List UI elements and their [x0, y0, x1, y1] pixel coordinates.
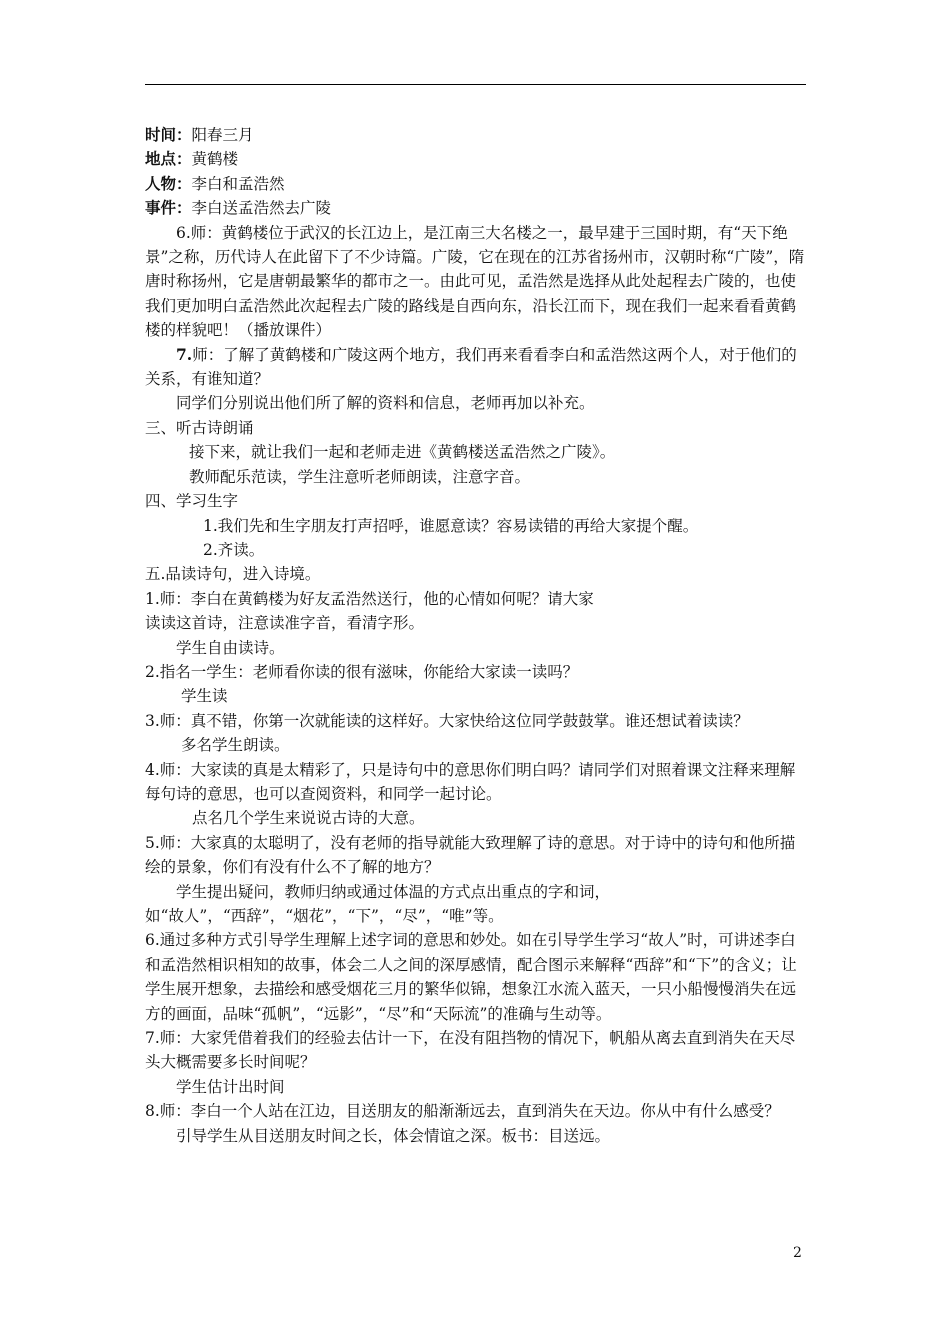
- document-body: [145, 123, 807, 1148]
- paragraph: 1.师：李白在黄鹤楼为好友孟浩然送行，他的心情如何呢？请大家: [145, 589, 594, 608]
- paragraph: 引导学生从目送朋友时间之长，体会情谊之深。板书：目送远。: [176, 1126, 611, 1145]
- paragraph: 学生提出疑问，教师归纳或通过体温的方式点出重点的字和词，: [176, 882, 611, 901]
- paragraph: 6.师：黄鹤楼位于武汉的长江边上，是江南三大名楼之一，最早建于三国时期，有“天下绝景”之称，历代诗人在此留下了不少诗篇。广陵，它在现在的江苏省扬州市，汉朝时称“广陵”，隋唐时称扬州，它是唐朝最繁华的都市之一。由此可见，孟浩然是选择从此处起程去广陵的，也使我们更加明白孟浩然此次起程去广陵的路线是自西向东，沿长江而下，现在我们一起来看看黄鹤楼的样貌吧！（播放课件）: [145, 223, 805, 340]
- header-rule: [145, 84, 806, 85]
- paragraph: 如“故人”，“西辞”，“烟花”，“下”，“尽”，“唯”等。: [145, 907, 504, 925]
- paragraph: 6.通过多种方式引导学生理解上述字词的意思和妙处。如在引导学生学习“故人”时，可讲述李白和孟浩然相识相知的故事，体会二人之间的深厚感情，配合图示来解释“西辞”和“下”的含义；让学生展开想象，去描绘和感受烟花三月的繁华似锦，想象江水流入蓝天，一只小船慢慢消失在远方的画面，品味“孤帆”，“远影”，“尽”和“天际流”的准确与生动等。: [145, 931, 797, 1023]
- paragraph: 同学们分别说出他们所了解的资料和信息，老师再加以补充。: [176, 394, 595, 413]
- paragraph: 多名学生朗读。: [181, 736, 290, 755]
- paragraph: 接下来，就让我们一起和老师走进《黄鹤楼送孟浩然之广陵》。: [189, 443, 616, 462]
- paragraph: 读读这首诗，注意读准字音，看清字形。: [145, 614, 425, 633]
- paragraph: 7.师：了解了黄鹤楼和广陵这两个地方，我们再来看看李白和孟浩然这两个人，对于他们的关系，有谁知道？: [145, 344, 797, 389]
- paragraph: 学生自由读诗。: [176, 638, 285, 657]
- paragraph: 3.师：真不错，你第一次就能读的这样好。大家快给这位同学鼓鼓掌。谁还想试着读读？: [145, 711, 749, 730]
- paragraph: 8.师：李白一个人站在江边，目送朋友的船渐渐远去，直到消失在天边。你从中有什么感受？: [145, 1102, 780, 1121]
- paragraph: 7.师：大家凭借着我们的经验去估计一下，在没有阻挡物的情况下，帆船从离去直到消失在天尽头大概需要多长时间呢？: [145, 1029, 796, 1072]
- paragraph: 点名几个学生来说说古诗的大意。: [192, 809, 425, 828]
- paragraph: 2.指名一学生：老师看你读的很有滋味，你能给大家读一读吗？: [145, 662, 579, 681]
- paragraph: 学生估计出时间: [176, 1077, 285, 1096]
- paragraph: 4.师：大家读的真是太精彩了，只是诗句中的意思你们明白吗？请同学们对照着课文注释来理解每句诗的意思，也可以查阅资料，和同学一起讨论。: [145, 760, 796, 803]
- paragraph: 5.师：大家真的太聪明了，没有老师的指导就能大致理解了诗的意思。对于诗中的诗句和他所描绘的景象，你们有没有什么不了解的地方？: [145, 833, 796, 877]
- section-heading: 五.品读诗句，进入诗境。: [145, 565, 321, 584]
- place-line: 地点：黄鹤楼: [145, 149, 239, 169]
- paragraph: 2.齐读。: [203, 540, 265, 559]
- paragraph: 1.我们先和生字朋友打声招呼，谁愿意读？容易读错的再给大家提个醒。: [203, 516, 699, 535]
- time-line: 时间：阳春三月: [145, 125, 254, 144]
- paragraph: 学生读: [181, 687, 228, 706]
- people-line: 人物：李白和孟浩然: [145, 173, 285, 193]
- section-heading: 四、学习生字: [145, 492, 239, 511]
- event-line: 事件：李白送孟浩然去广陵: [145, 198, 332, 218]
- section-heading: 三、听古诗朗诵: [145, 418, 254, 437]
- page-number: 2: [793, 1245, 802, 1261]
- paragraph: 教师配乐范读，学生注意听老师朗读，注意字音。: [189, 467, 531, 486]
